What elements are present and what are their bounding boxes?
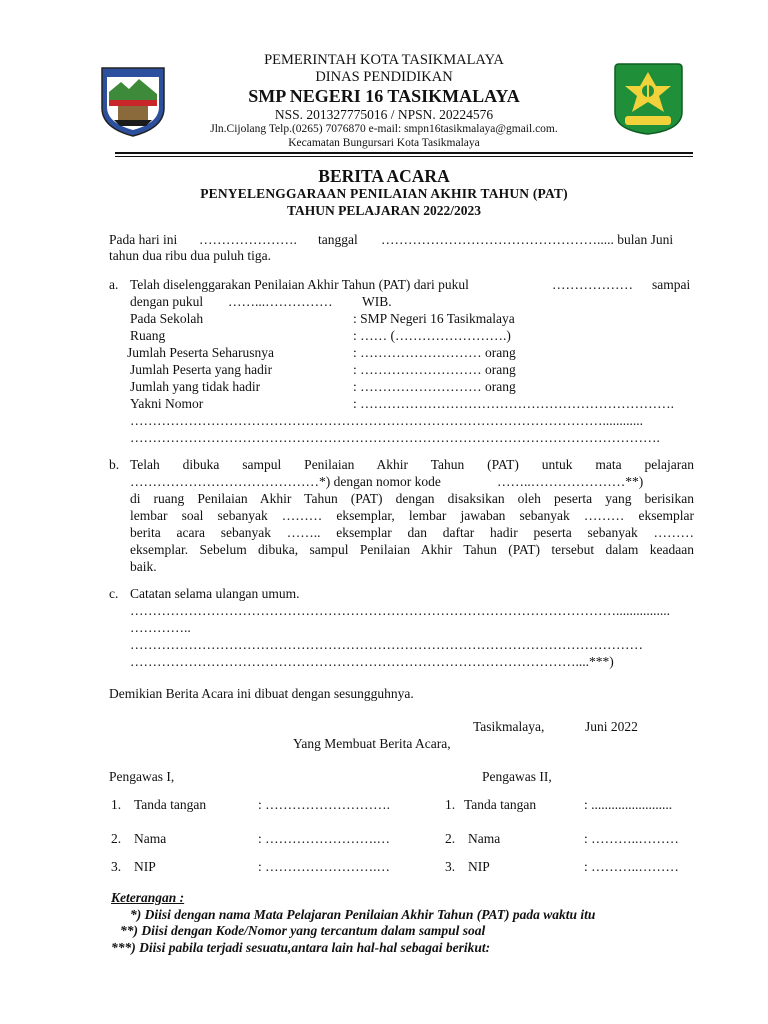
- section-c-marker: c.: [109, 586, 119, 601]
- sup1-signature-num: 1.: [111, 797, 122, 812]
- note-triple-asterisk: ***) Diisi pabila terjadi sesuatu,antara lain hal-hal sebagai berikut:: [111, 940, 491, 955]
- sup2-nip-blank: : ………..………: [584, 859, 679, 874]
- present-participants-value: : ……………………… orang: [353, 362, 516, 377]
- school-address: Jln.Cijolang Telp.(0265) 7076870 e-mail: smpn16tasikmalaya@gmail.com.: [210, 123, 558, 135]
- sup2-name-blank: : ………..………: [584, 831, 679, 846]
- sup1-signature-blank: : ……………………….: [258, 797, 391, 812]
- section-a-end-label: dengan pukul: [130, 294, 204, 309]
- school-district: Kecamatan Bungursari Kota Tasikmalaya: [288, 137, 480, 149]
- sup1-name-label: Nama: [134, 831, 167, 846]
- sup1-name-blank: : …………………….…: [258, 831, 391, 846]
- absent-numbers-value: : …………………………………………………………….: [353, 396, 675, 411]
- section-c-title: Catatan selama ulangan umum.: [130, 586, 300, 601]
- section-a-wib: WIB.: [362, 294, 392, 309]
- present-participants-label: Jumlah Peserta yang hadir: [130, 362, 273, 377]
- section-c-notes-line2: …………..: [130, 620, 191, 635]
- school-name: SMP NEGERI 16 TASIKMALAYA: [248, 86, 520, 106]
- absent-numbers-label: Yakni Nomor: [130, 396, 204, 411]
- section-b-code-blank: ……..…………………**): [497, 474, 644, 489]
- sup1-nip-blank: : …………………….…: [258, 859, 391, 874]
- section-c-notes-line1: ………………………………………………………………………………………………................: [130, 603, 670, 618]
- section-a-end-blank: ……...……………: [228, 294, 333, 309]
- room-field-value: : …… (…………………….): [353, 328, 511, 343]
- intro-year: tahun dua ribu dua puluh tiga.: [109, 248, 271, 263]
- sup1-name-num: 2.: [111, 831, 122, 846]
- note-single-asterisk: *) Diisi dengan nama Mata Pelajaran Penilaian Akhir Tahun (PAT) pada waktu itu: [130, 907, 596, 922]
- sup2-signature-label: Tanda tangan: [464, 797, 537, 812]
- section-c-notes-line3: ……………………………………………………………………………………………………: [130, 637, 643, 652]
- school-field-label: Pada Sekolah: [130, 311, 204, 326]
- school-registration: NSS. 201327775016 / NPSN. 20224576: [274, 107, 494, 122]
- document-title: BERITA ACARA: [318, 166, 450, 186]
- signing-date: Juni 2022: [585, 719, 638, 734]
- sup2-signature-num: 1.: [445, 797, 456, 812]
- section-b-line5: berita acara sebanyak …….. eksemplar dan daftar hadir peserta sebanyak ………: [130, 525, 694, 540]
- letterhead-divider-thin: [115, 156, 693, 157]
- supervisor-1-title: Pengawas I,: [109, 769, 175, 784]
- section-b-line6: eksemplar. Sebelum dibuka, sampul Penilaian Akhir Tahun (PAT) tersebut dalam keadaan: [130, 542, 694, 557]
- supervisor-2-title: Pengawas II,: [482, 769, 552, 784]
- academic-year: TAHUN PELAJARAN 2022/2023: [286, 203, 481, 218]
- school-field-value: : SMP Negeri 16 Tasikmalaya: [353, 311, 515, 326]
- sup1-nip-num: 3.: [111, 859, 122, 874]
- sup1-nip-label: NIP: [134, 859, 156, 874]
- intro-day-blank: ………………….: [199, 232, 297, 247]
- section-b-marker: b.: [109, 457, 120, 472]
- expected-participants-value: : ……………………… orang: [353, 345, 516, 360]
- section-a-until: sampai: [652, 277, 691, 292]
- absent-numbers-continued-2: ……………………………………………………………………………………………………….: [130, 430, 660, 445]
- intro-day-label: Pada hari ini: [109, 232, 178, 247]
- letterhead-divider-thick: [115, 152, 693, 154]
- room-field-label: Ruang: [130, 328, 166, 343]
- note-double-asterisk: **) Diisi dengan Kode/Nomor yang tercantum dalam sampul soal: [120, 923, 486, 938]
- signing-place: Tasikmalaya,: [473, 719, 545, 734]
- government-name: PEMERINTAH KOTA TASIKMALAYA: [264, 52, 504, 68]
- absent-participants-label: Jumlah yang tidak hadir: [130, 379, 261, 394]
- absent-participants-value: : ……………………… orang: [353, 379, 516, 394]
- intro-date-label: tanggal: [318, 232, 358, 247]
- absent-numbers-continued-1: ……………………………………………………………………………………………............: [130, 413, 643, 428]
- section-a-line1: Telah diselenggarakan Penilaian Akhir Tahun (PAT) dari pukul: [130, 277, 469, 292]
- closing-statement: Demikian Berita Acara ini dibuat dengan sesungguhnya.: [109, 686, 414, 701]
- section-b-line1: Telah dibuka sampul Penilaian Akhir Tahun (PAT) untuk mata pelajaran: [130, 457, 694, 472]
- sup2-name-label: Nama: [468, 831, 501, 846]
- section-c-notes-line4: ………………………………………………………………………………………....***): [130, 654, 614, 669]
- section-b-subject-blank: ……………………………………*) dengan nomor kode: [130, 474, 441, 489]
- section-a-marker: a.: [109, 277, 119, 292]
- expected-participants-label: Jumlah Peserta Seharusnya: [127, 345, 274, 360]
- section-b-line4: lembar soal sebanyak ……… eksemplar, lembar jawaban sebanyak ……… eksemplar: [130, 508, 694, 523]
- section-a-start-blank: ………………: [552, 277, 633, 292]
- maker-label: Yang Membuat Berita Acara,: [293, 736, 451, 751]
- sup2-nip-label: NIP: [468, 859, 490, 874]
- sup2-nip-num: 3.: [445, 859, 456, 874]
- document-subtitle: PENYELENGGARAAN PENILAIAN AKHIR TAHUN (PAT): [200, 186, 568, 201]
- sup2-signature-blank: : ........................: [584, 797, 673, 812]
- intro-date-blank: …………………………………………..... bulan Juni: [381, 232, 674, 247]
- section-b-line7: baik.: [130, 559, 157, 574]
- sup1-signature-label: Tanda tangan: [134, 797, 207, 812]
- notes-title: Keterangan :: [111, 890, 185, 905]
- sup2-name-num: 2.: [445, 831, 456, 846]
- department-name: DINAS PENDIDIKAN: [315, 69, 453, 85]
- section-b-line3: di ruang Penilaian Akhir Tahun (PAT) dengan disaksikan oleh peserta yang berisikan: [130, 491, 694, 506]
